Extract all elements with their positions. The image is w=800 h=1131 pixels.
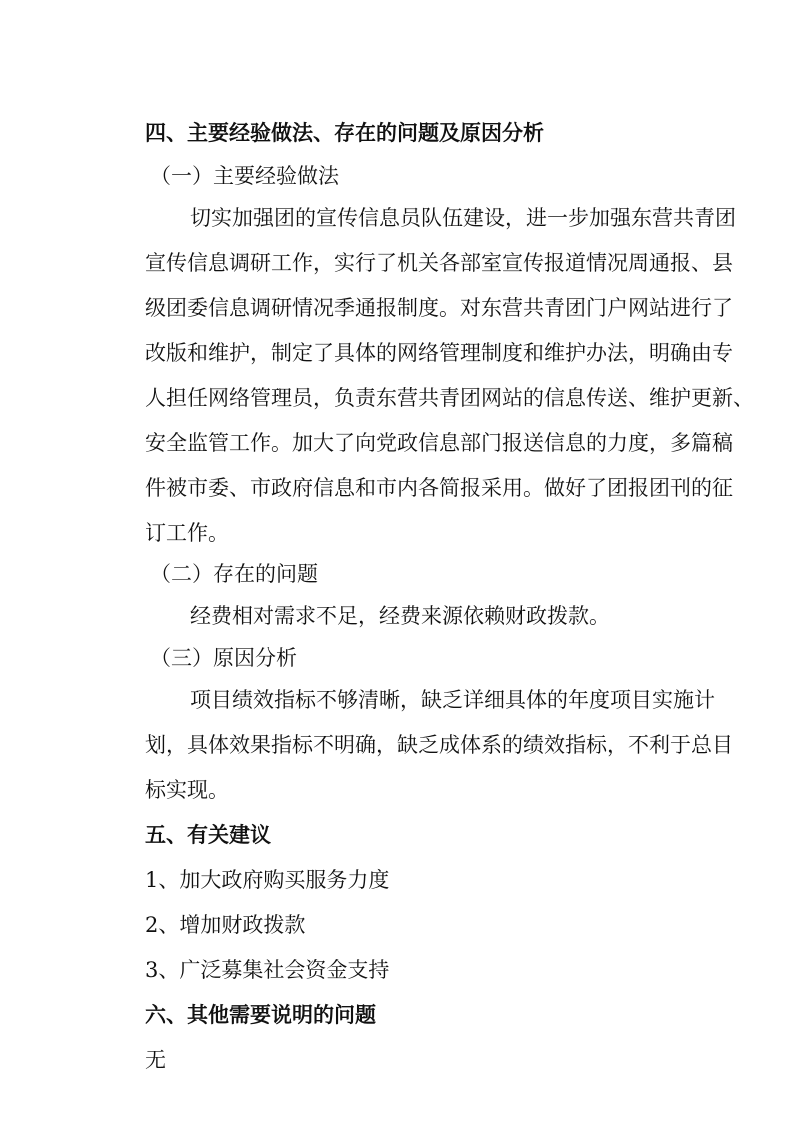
- suggestion-item-1: 1、加大政府购买服务力度: [145, 868, 390, 892]
- paragraph-line-1: 切实加强团的宣传信息员队伍建设，进一步加强东营共青团: [190, 206, 736, 230]
- section-5-heading: 五、有关建议: [145, 823, 271, 847]
- section-6-content: 无: [145, 1048, 166, 1072]
- paragraph-line-6: 安全监管工作。加大了向党政信息部门报送信息的力度，多篇稿: [145, 431, 733, 455]
- paragraph-line-4: 改版和维护，制定了具体的网络管理制度和维护办法，明确由专: [145, 341, 733, 365]
- suggestion-item-3: 3、广泛募集社会资金支持: [145, 958, 390, 982]
- section-6-heading: 六、其他需要说明的问题: [145, 1003, 376, 1027]
- analysis-line-3: 标实现。: [145, 778, 229, 802]
- paragraph-line-2: 宣传信息调研工作，实行了机关各部室宣传报道情况周通报、县: [145, 251, 733, 275]
- paragraph-line-8: 订工作。: [145, 521, 229, 545]
- analysis-line-2: 划，具体效果指标不明确，缺乏成体系的绩效指标，不利于总目: [145, 733, 733, 757]
- suggestion-item-2: 2、增加财政拨款: [145, 913, 306, 937]
- subsection-3-heading: （三）原因分析: [150, 646, 297, 670]
- section-4-heading: 四、主要经验做法、存在的问题及原因分析: [145, 121, 544, 145]
- paragraph-line-7: 件被市委、市政府信息和市内各简报采用。做好了团报团刊的征: [145, 476, 733, 500]
- paragraph-line-3: 级团委信息调研情况季通报制度。对东营共青团门户网站进行了: [145, 296, 733, 320]
- subsection-2-heading: （二）存在的问题: [150, 562, 318, 586]
- analysis-line-1: 项目绩效指标不够清晰，缺乏详细具体的年度项目实施计: [190, 688, 715, 712]
- subsection-1-heading: （一）主要经验做法: [150, 164, 339, 188]
- paragraph-line-5: 人担任网络管理员，负责东营共青团网站的信息传送、维护更新、: [145, 386, 754, 410]
- subsection-2-paragraph: 经费相对需求不足，经费来源依赖财政拨款。: [190, 604, 610, 628]
